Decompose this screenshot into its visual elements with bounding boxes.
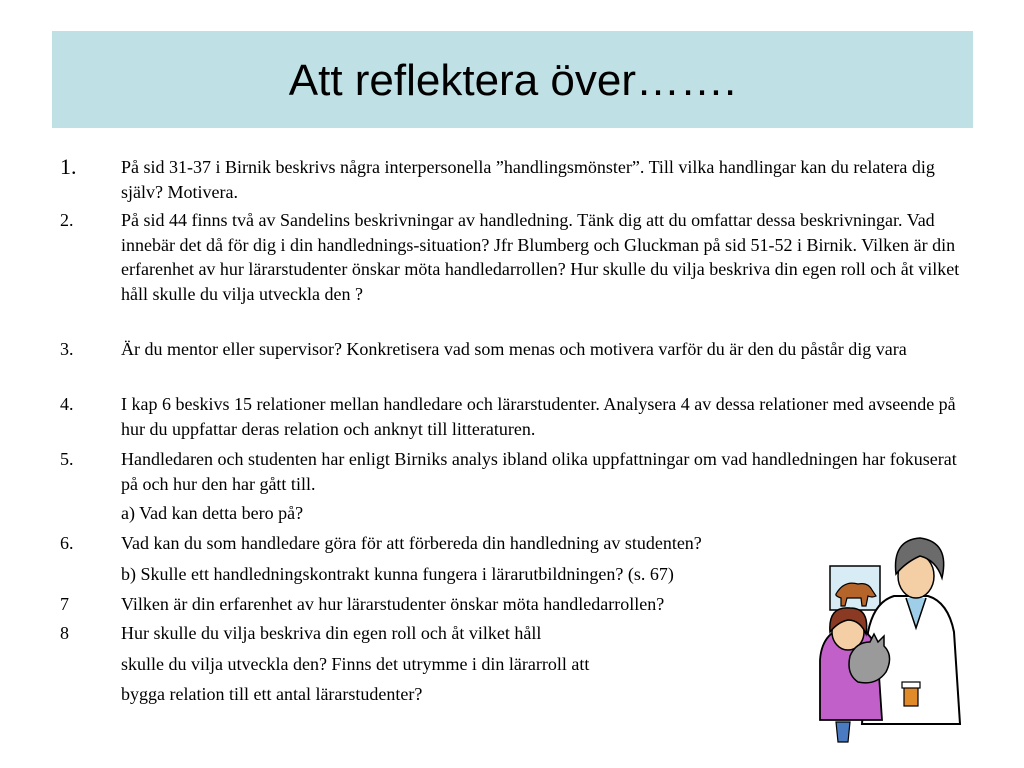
item-text: Är du mentor eller supervisor? Konkretisera vad som menas och motivera varför du är den du påstår dig vara — [121, 339, 907, 359]
item-text: a) Vad kan detta bero på? — [121, 503, 304, 523]
item-number: 4. — [60, 394, 74, 414]
item-text: b) Skulle ett handledningskontrakt kunna fungera i lärarutbildningen? (s. 67) — [121, 564, 674, 584]
item-number: 8 — [60, 623, 69, 643]
item-number: 5. — [60, 449, 74, 469]
item-text: På sid 44 finns två av Sandelins beskrivningar av handledning. Tänk dig att du omfattar dessa beskrivningar. Vad innebär det då för dig i din handlednings-situation? Jfr Blumberg och Gluckman på sid 51-52 i Birnik. Vilken är din erfarenhet av hur lärarstudenter önskar möta handledarrollen? Hur skulle du vilja beskriva din egen roll och åt vilket håll skulle du vilja utveckla den ? — [121, 210, 960, 304]
item-number: 7 — [60, 594, 69, 614]
slide-title: Att reflektera över……. — [288, 56, 737, 105]
item-text: bygga relation till ett antal lärarstudenter? — [121, 684, 423, 704]
item-text: I kap 6 beskivs 15 relationer mellan handledare och lärarstudenter. Analysera 4 av dessa relationer med avseende på hur du uppfattar deras relation och anknyt till litteraturen. — [121, 394, 956, 439]
item-text: Handledaren och studenten har enligt Birniks analys ibland olika uppfattningar om vad handledningen har fokuserat på och hur den har gått till. — [121, 449, 957, 494]
item-text: På sid 31-37 i Birnik beskrivs några interpersonella ”handlingsmönster”. Till vilka handlingar kan du relatera dig själv? Motivera. — [121, 157, 935, 202]
item-text: Vilken är din erfarenhet av hur lärarstudenter önskar möta handledarrollen? — [121, 594, 665, 614]
item-number: 6. — [60, 533, 74, 553]
item-text: skulle du vilja utveckla den? Finns det utrymme i din lärarroll att — [121, 654, 590, 674]
item-number: 3. — [60, 339, 74, 359]
item-number: 2. — [60, 210, 74, 230]
title-bar — [52, 31, 973, 128]
item-text: Vad kan du som handledare göra för att förbereda din handledning av studenten? — [121, 533, 702, 553]
item-number: 1. — [60, 154, 77, 179]
item-text: Hur skulle du vilja beskriva din egen roll och åt vilket håll — [121, 623, 542, 643]
veterinarian-clipart-icon — [806, 536, 978, 744]
